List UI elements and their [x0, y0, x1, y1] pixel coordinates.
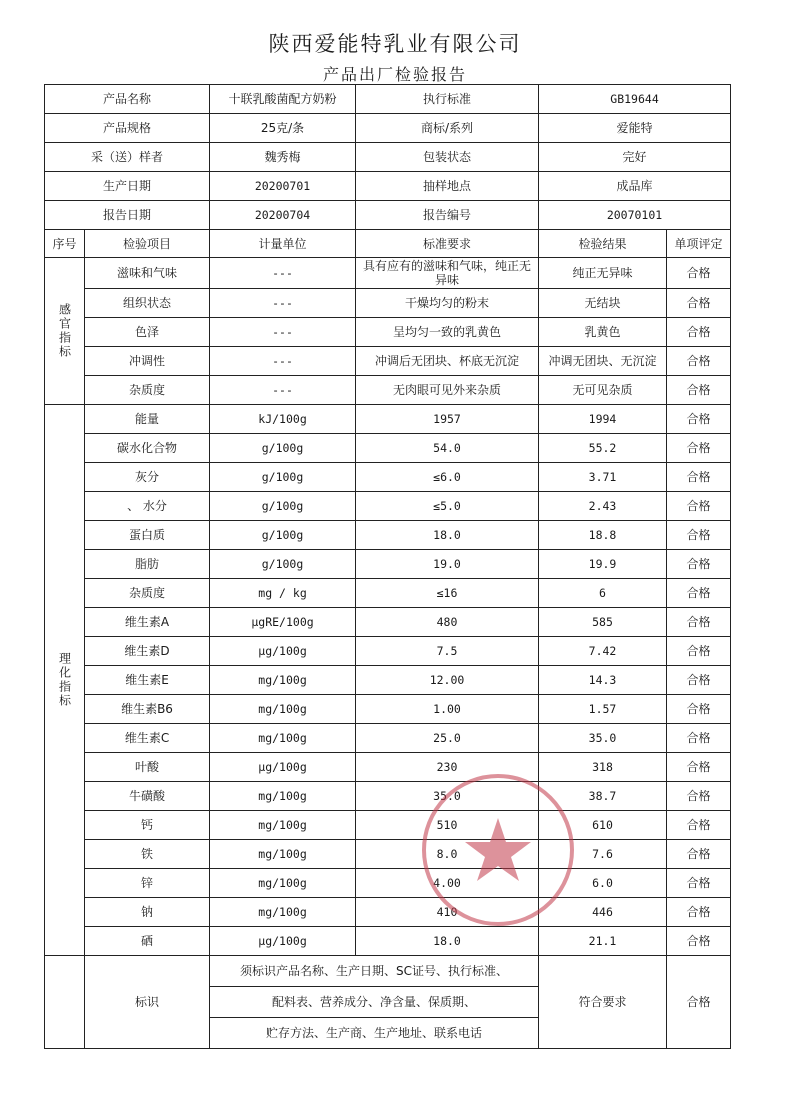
item-verdict: 合格 [667, 666, 731, 695]
item-name: 灰分 [85, 463, 210, 492]
item-result: 6.0 [539, 869, 667, 898]
sampler-value: 魏秀梅 [210, 143, 356, 172]
table-row [45, 579, 731, 608]
label-requirement-line: 贮存方法、生产商、生产地址、联系电话 [210, 1018, 539, 1049]
item-requirement: 4.00 [356, 869, 539, 898]
table-row [45, 666, 731, 695]
item-result: 7.6 [539, 840, 667, 869]
item-result: 318 [539, 753, 667, 782]
item-requirement: 410 [356, 898, 539, 927]
table-row [45, 927, 731, 956]
sample-place-value: 成品库 [539, 172, 731, 201]
item-result: 38.7 [539, 782, 667, 811]
item-result: 1994 [539, 405, 667, 434]
item-name: 冲调性 [85, 347, 210, 376]
item-unit: --- [210, 258, 356, 289]
item-result: 18.8 [539, 521, 667, 550]
item-name: 牛磺酸 [85, 782, 210, 811]
item-result: 无结块 [539, 289, 667, 318]
item-requirement: 12.00 [356, 666, 539, 695]
item-name: 维生素B6 [85, 695, 210, 724]
item-result: 3.71 [539, 463, 667, 492]
item-requirement: 1.00 [356, 695, 539, 724]
item-requirement: 480 [356, 608, 539, 637]
table-row [45, 463, 731, 492]
item-unit: mg/100g [210, 782, 356, 811]
item-result: 19.9 [539, 550, 667, 579]
item-requirement: 冲调后无团块、杯底无沉淀 [356, 347, 539, 376]
table-row [45, 782, 731, 811]
report-no-value: 20070101 [539, 201, 731, 230]
item-verdict: 合格 [667, 927, 731, 956]
item-verdict: 合格 [667, 492, 731, 521]
table-row [45, 550, 731, 579]
item-result: 35.0 [539, 724, 667, 753]
item-requirement: 35.0 [356, 782, 539, 811]
report-title: 产品出厂检验报告 [322, 65, 467, 84]
sample-place-label: 抽样地点 [356, 172, 539, 201]
category-sensory: 感官指标 [45, 258, 85, 405]
item-name: 杂质度 [85, 376, 210, 405]
item-unit: mg/100g [210, 724, 356, 753]
label-seq-cell [45, 956, 85, 1049]
label-requirement-line: 须标识产品名称、生产日期、SC证号、执行标准、 [210, 956, 539, 987]
item-result: 冲调无团块、无沉淀 [539, 347, 667, 376]
item-result: 610 [539, 811, 667, 840]
item-verdict: 合格 [667, 811, 731, 840]
item-requirement: 1957 [356, 405, 539, 434]
item-unit: μgRE/100g [210, 608, 356, 637]
item-requirement: 8.0 [356, 840, 539, 869]
item-unit: mg/100g [210, 898, 356, 927]
spec-label: 产品规格 [45, 114, 210, 143]
item-name: 碳水化合物 [85, 434, 210, 463]
item-requirement: 呈均匀一致的乳黄色 [356, 318, 539, 347]
item-name: 色泽 [85, 318, 210, 347]
item-result: 无可见杂质 [539, 376, 667, 405]
item-unit: --- [210, 318, 356, 347]
item-requirement: 19.0 [356, 550, 539, 579]
item-unit: μg/100g [210, 637, 356, 666]
item-result: 纯正无异味 [539, 258, 667, 289]
item-verdict: 合格 [667, 376, 731, 405]
item-requirement: ≤6.0 [356, 463, 539, 492]
table-row [45, 405, 731, 434]
header-item: 检验项目 [85, 230, 210, 258]
report-date-label: 报告日期 [45, 201, 210, 230]
table-row [45, 608, 731, 637]
prod-date-label: 生产日期 [45, 172, 210, 201]
item-name: 钙 [85, 811, 210, 840]
table-row [45, 840, 731, 869]
company-title: 陕西爱能特乳业有限公司 [268, 32, 522, 56]
package-value: 完好 [539, 143, 731, 172]
standard-label: 执行标准 [356, 85, 539, 114]
item-requirement: 230 [356, 753, 539, 782]
label-requirement-line: 配料表、营养成分、净含量、保质期、 [210, 987, 539, 1018]
item-requirement: 18.0 [356, 927, 539, 956]
item-verdict: 合格 [667, 463, 731, 492]
item-result: 7.42 [539, 637, 667, 666]
item-name: 硒 [85, 927, 210, 956]
item-verdict: 合格 [667, 318, 731, 347]
item-name: 维生素E [85, 666, 210, 695]
table-row [45, 956, 731, 987]
standard-value: GB19644 [539, 85, 731, 114]
item-unit: mg/100g [210, 695, 356, 724]
item-unit: --- [210, 289, 356, 318]
item-result: 585 [539, 608, 667, 637]
item-name: 脂肪 [85, 550, 210, 579]
item-result: 55.2 [539, 434, 667, 463]
item-verdict: 合格 [667, 695, 731, 724]
header-requirement: 标准要求 [356, 230, 539, 258]
prod-date-value: 20200701 [210, 172, 356, 201]
package-label: 包装状态 [356, 143, 539, 172]
item-name: 、 水分 [85, 492, 210, 521]
table-row [45, 898, 731, 927]
header-verdict: 单项评定 [667, 230, 731, 258]
table-row [45, 318, 731, 347]
item-unit: g/100g [210, 550, 356, 579]
label-result: 符合要求 [539, 956, 667, 1049]
item-name: 铁 [85, 840, 210, 869]
table-row [45, 811, 731, 840]
table-row [45, 521, 731, 550]
item-unit: mg/100g [210, 666, 356, 695]
item-verdict: 合格 [667, 521, 731, 550]
item-verdict: 合格 [667, 258, 731, 289]
item-result: 乳黄色 [539, 318, 667, 347]
item-verdict: 合格 [667, 608, 731, 637]
item-unit: --- [210, 376, 356, 405]
item-result: 21.1 [539, 927, 667, 956]
item-unit: --- [210, 347, 356, 376]
spec-value: 25克/条 [210, 114, 356, 143]
inspection-table [44, 84, 731, 1049]
category-physchem: 理化指标 [45, 405, 85, 956]
item-unit: mg/100g [210, 840, 356, 869]
item-verdict: 合格 [667, 724, 731, 753]
item-result: 446 [539, 898, 667, 927]
item-result: 6 [539, 579, 667, 608]
brand-value: 爱能特 [539, 114, 731, 143]
item-requirement: 510 [356, 811, 539, 840]
header-seq: 序号 [45, 230, 85, 258]
item-name: 钠 [85, 898, 210, 927]
item-requirement: 25.0 [356, 724, 539, 753]
item-verdict: 合格 [667, 898, 731, 927]
table-row [45, 434, 731, 463]
item-name: 锌 [85, 869, 210, 898]
item-verdict: 合格 [667, 550, 731, 579]
item-name: 能量 [85, 405, 210, 434]
label-item: 标识 [85, 956, 210, 1049]
item-requirement: 54.0 [356, 434, 539, 463]
table-row [45, 289, 731, 318]
item-unit: mg / kg [210, 579, 356, 608]
item-name: 维生素C [85, 724, 210, 753]
item-name: 组织状态 [85, 289, 210, 318]
item-result: 14.3 [539, 666, 667, 695]
sampler-label: 采（送）样者 [45, 143, 210, 172]
item-result: 1.57 [539, 695, 667, 724]
item-name: 维生素A [85, 608, 210, 637]
item-unit: g/100g [210, 463, 356, 492]
item-result: 2.43 [539, 492, 667, 521]
item-verdict: 合格 [667, 434, 731, 463]
item-verdict: 合格 [667, 289, 731, 318]
item-name: 滋味和气味 [85, 258, 210, 289]
item-requirement: 干燥均匀的粉末 [356, 289, 539, 318]
item-unit: μg/100g [210, 753, 356, 782]
item-verdict: 合格 [667, 840, 731, 869]
table-row [45, 695, 731, 724]
item-requirement: 18.0 [356, 521, 539, 550]
item-name: 杂质度 [85, 579, 210, 608]
table-row [45, 347, 731, 376]
item-name: 维生素D [85, 637, 210, 666]
item-name: 蛋白质 [85, 521, 210, 550]
brand-label: 商标/系列 [356, 114, 539, 143]
item-unit: mg/100g [210, 811, 356, 840]
label-verdict: 合格 [667, 956, 731, 1049]
header-result: 检验结果 [539, 230, 667, 258]
item-unit: μg/100g [210, 927, 356, 956]
item-name: 叶酸 [85, 753, 210, 782]
item-verdict: 合格 [667, 579, 731, 608]
table-row [45, 753, 731, 782]
item-unit: g/100g [210, 434, 356, 463]
product-name-label: 产品名称 [45, 85, 210, 114]
table-row [45, 258, 731, 289]
report-no-label: 报告编号 [356, 201, 539, 230]
table-row [45, 869, 731, 898]
table-row [45, 492, 731, 521]
table-row [45, 724, 731, 753]
item-verdict: 合格 [667, 637, 731, 666]
item-verdict: 合格 [667, 405, 731, 434]
item-unit: kJ/100g [210, 405, 356, 434]
item-unit: mg/100g [210, 869, 356, 898]
item-unit: g/100g [210, 492, 356, 521]
item-requirement: ≤5.0 [356, 492, 539, 521]
item-requirement: 7.5 [356, 637, 539, 666]
item-requirement: ≤16 [356, 579, 539, 608]
item-requirement: 无肉眼可见外来杂质 [356, 376, 539, 405]
item-verdict: 合格 [667, 347, 731, 376]
item-verdict: 合格 [667, 753, 731, 782]
item-verdict: 合格 [667, 782, 731, 811]
header-unit: 计量单位 [210, 230, 356, 258]
item-verdict: 合格 [667, 869, 731, 898]
item-requirement: 具有应有的滋味和气味，纯正无异味 [356, 258, 539, 289]
table-row [45, 637, 731, 666]
report-date-value: 20200704 [210, 201, 356, 230]
item-unit: g/100g [210, 521, 356, 550]
table-row [45, 376, 731, 405]
product-name-value: 十联乳酸菌配方奶粉 [210, 85, 356, 114]
